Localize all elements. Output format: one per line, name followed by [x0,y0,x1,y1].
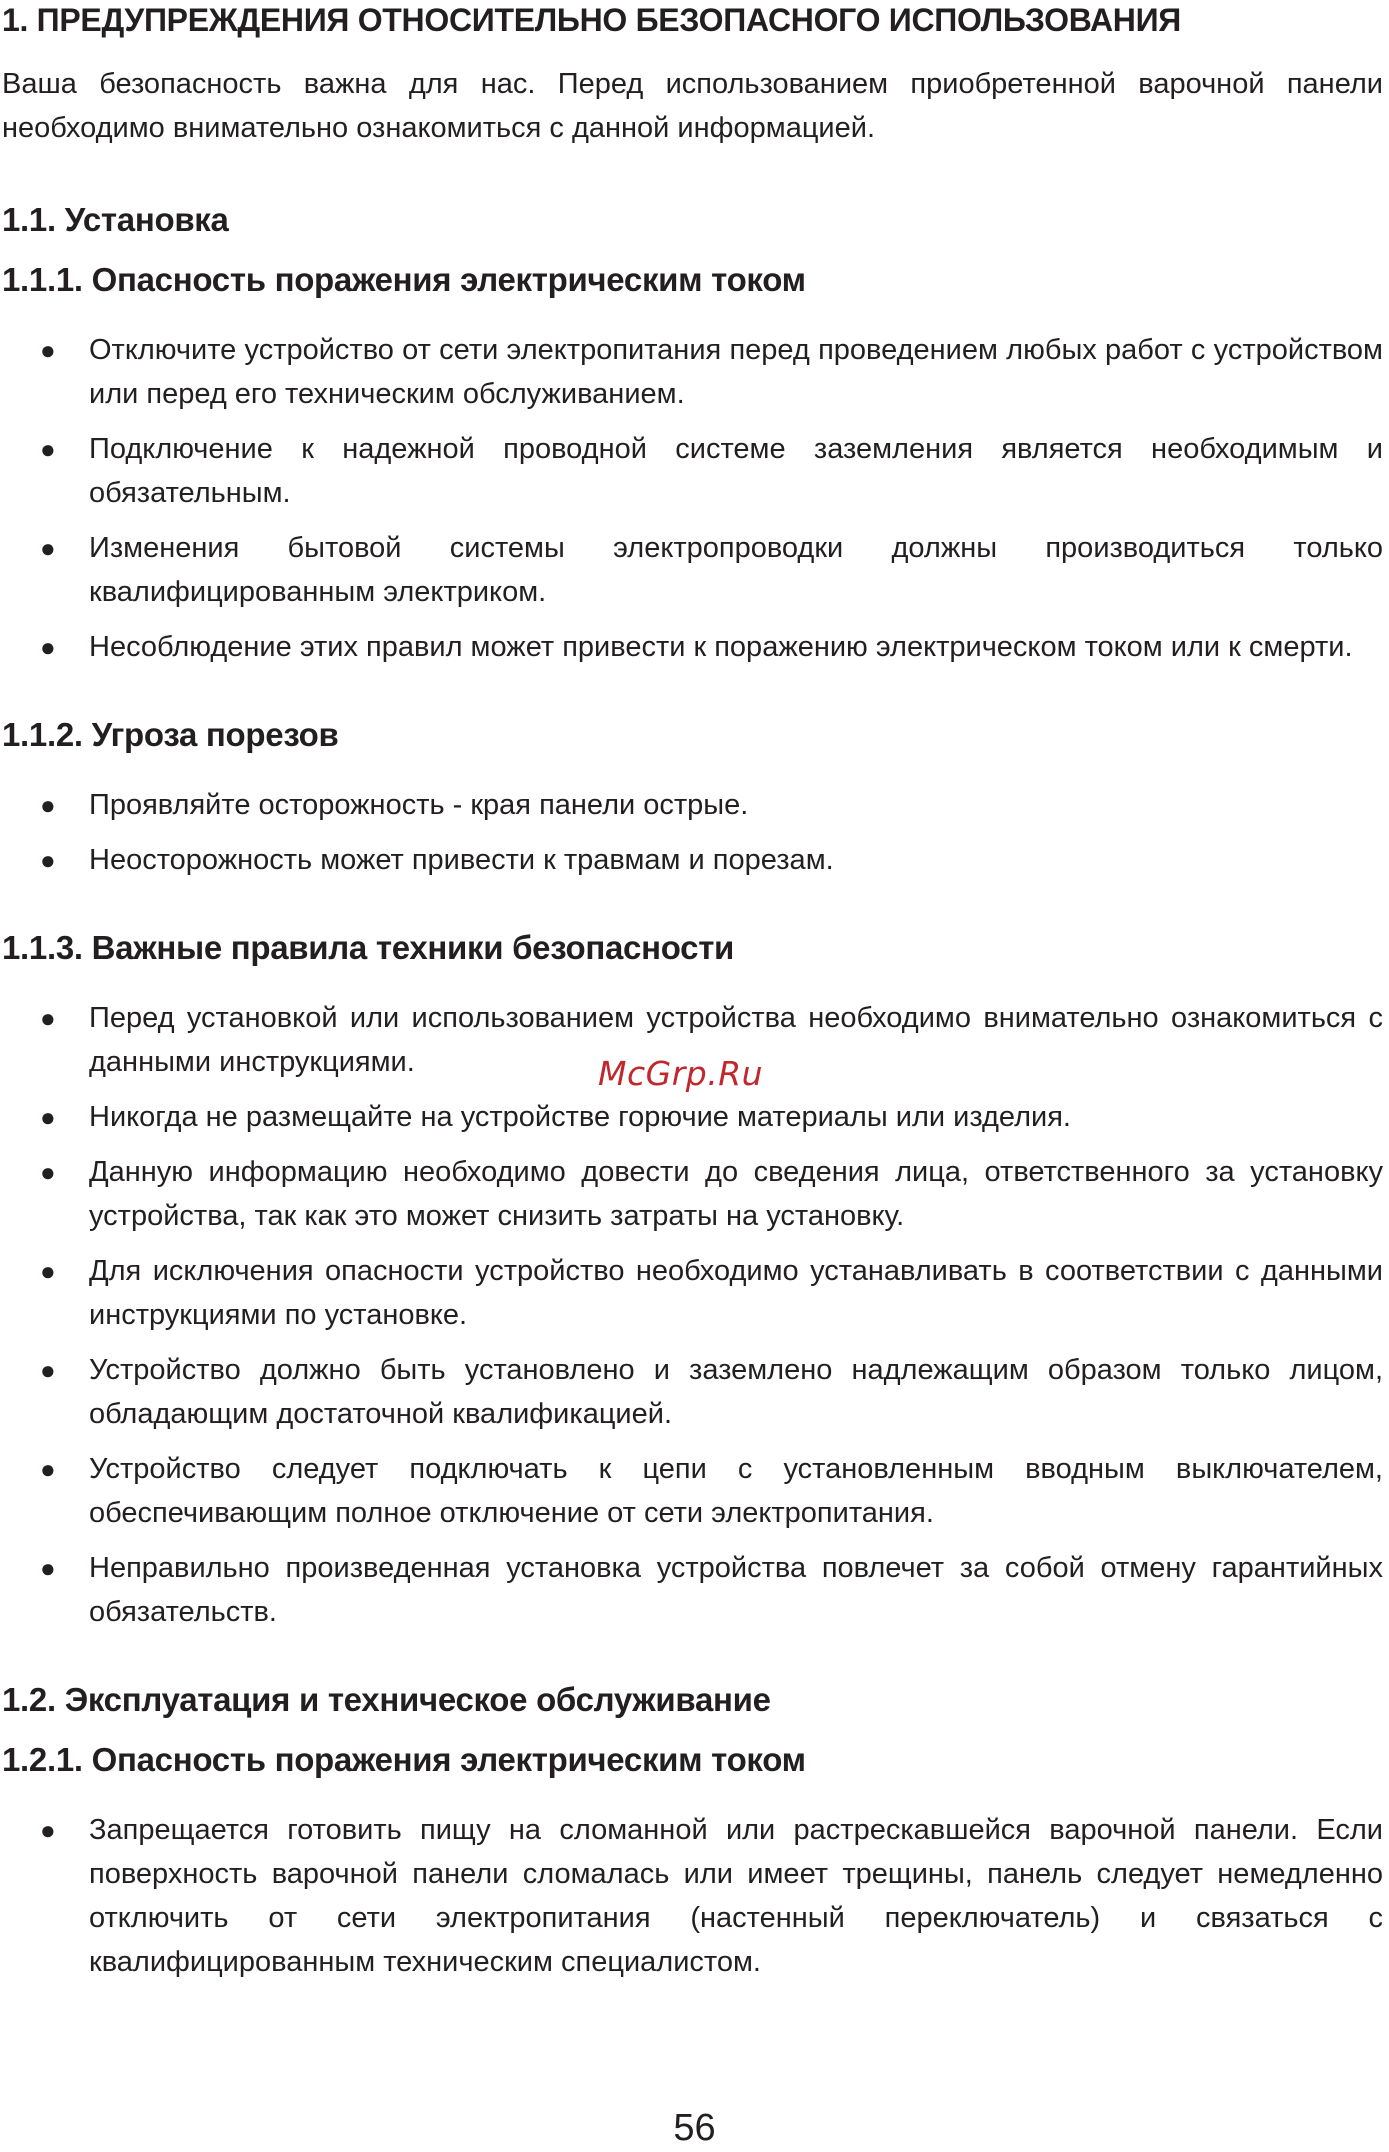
subsection-heading-1-1-2: 1.1.2. Угроза порезов [2,716,339,753]
page-number: 56 [673,2107,716,2149]
subsection-heading-1-1-3: 1.1.3. Важные правила техники безопасности [2,929,735,966]
list-item-text: Подключение к надежной проводной системе заземления является необходимым и обязательным. [89,433,1383,509]
watermark-logo: McGrp.Ru [598,1054,764,1093]
list-item-text: Проявляйте осторожность - края панели острые. [89,789,749,821]
bullet-icon: ● [40,790,56,820]
list-item-text: Данную информацию необходимо довести до сведения лица, ответственного за установку устройства, так как это может снизить затраты на установку. [89,1156,1383,1232]
list-item-text: Устройство следует подключать к цепи с установленным вводным выключателем, обеспечивающим полное отключение от сети электропитания. [89,1453,1383,1529]
list-item [0,1249,1389,1337]
list-item-text: Несоблюдение этих правил может привести к поражению электрическом током или к смерти. [89,631,1353,663]
list-item [0,1095,1389,1139]
list-item-text: Никогда не размещайте на устройстве горючие материалы или изделия. [89,1101,1071,1133]
list-item-text: Неправильно произведенная установка устройства повлечет за собой отмену гарантийных обязательств. [89,1552,1383,1628]
bullet-icon: ● [40,335,56,365]
bullet-icon: ● [40,1102,56,1132]
list-item [0,1447,1389,1535]
bullet-icon: ● [40,533,56,563]
list-item-text: Неосторожность может привести к травмам и порезам. [89,844,834,876]
bullet-icon: ● [40,845,56,875]
list-item-text: Перед установкой или использованием устройства необходимо внимательно ознакомиться с данными инструкциями. [89,1002,1383,1078]
list-item [0,838,1389,882]
list-item-text: Отключите устройство от сети электропитания перед проведением любых работ с устройством или перед его техническим обслуживанием. [89,334,1383,410]
section-heading-1-2: 1.2. Эксплуатация и техническое обслуживание [2,1681,771,1718]
bullet-icon: ● [40,1003,56,1033]
bullet-list-1-1-1 [0,328,1389,669]
list-item [0,328,1389,416]
list-item-text: Для исключения опасности устройство необходимо устанавливать в соответствии с данными инструкциями по установке. [89,1255,1383,1331]
list-item [0,783,1389,827]
subsection-heading-1-2-1: 1.2.1. Опасность поражения электрическим током [2,1741,806,1778]
bullet-icon: ● [40,1355,56,1385]
bullet-list-1-2-1 [0,1808,1389,1984]
list-item-text: Устройство должно быть установлено и заземлено надлежащим образом только лицом, обладающим достаточной квалификацией. [89,1354,1383,1430]
bullet-icon: ● [40,1256,56,1286]
bullet-icon: ● [40,1553,56,1583]
bullet-icon: ● [40,1815,56,1845]
list-item [0,1150,1389,1238]
list-item-text: Запрещается готовить пищу на сломанной или растрескавшейся варочной панели. Если поверхность варочной панели сломалась или имеет трещины, панель следует немедленно отключить от сети электропитания (настенный переключатель) и связаться с квалифицированным техническим специалистом. [89,1814,1383,1978]
bullet-icon: ● [40,1454,56,1484]
bullet-list-1-1-2 [0,783,1389,882]
bullet-icon: ● [40,434,56,464]
subsection-heading-1-1-1: 1.1.1. Опасность поражения электрическим током [2,261,806,298]
section-heading-1-1: 1.1. Установка [2,201,229,238]
list-item [0,526,1389,614]
document-title: 1. ПРЕДУПРЕЖДЕНИЯ ОТНОСИТЕЛЬНО БЕЗОПАСНОГО ИСПОЛЬЗОВАНИЯ [2,2,1181,38]
list-item [0,1546,1389,1634]
list-item [0,1808,1389,1984]
list-item-text: Изменения бытовой системы электропроводки должны производиться только квалифицированным электриком. [89,532,1383,608]
intro-paragraph: Ваша безопасность важна для нас. Перед использованием приобретенной варочной панели необходимо внимательно ознакомиться с данной информацией. [2,68,1383,144]
list-item [0,625,1389,669]
list-item [0,427,1389,515]
bullet-icon: ● [40,1157,56,1187]
list-item [0,1348,1389,1436]
bullet-icon: ● [40,632,56,662]
